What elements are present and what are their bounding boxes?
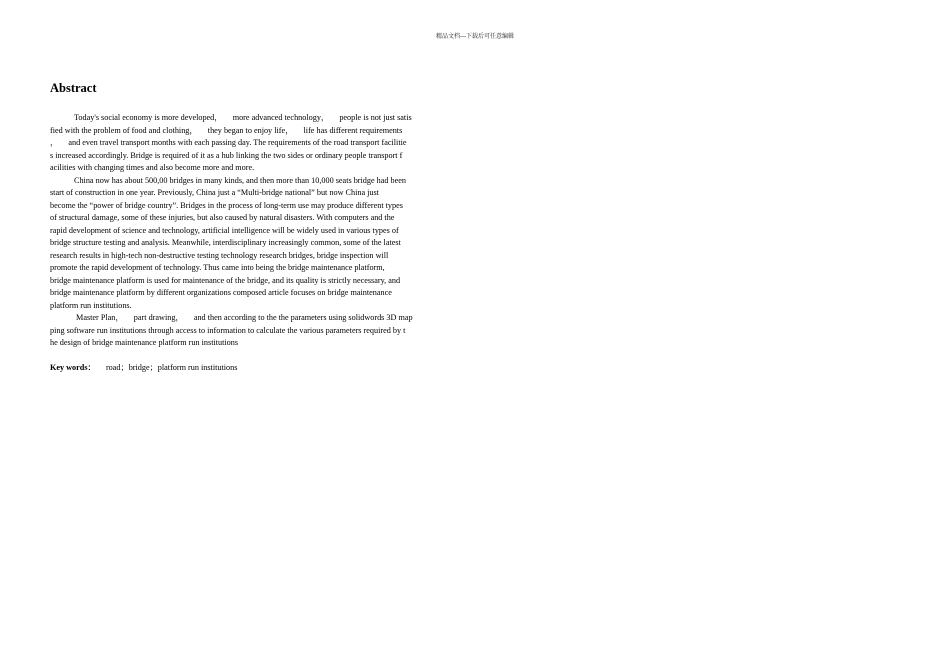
header-note: 精品文档---下载后可任意编辑 xyxy=(436,34,514,40)
body-line: acilities with changing times and also become more and more. xyxy=(50,163,255,172)
body-line: Master Plan， part drawing， and then according to the the parameters using solidwords 3D map xyxy=(74,313,413,322)
body-line: research results in high-tech non-destructive testing technology research bridges, bridge inspection will xyxy=(50,250,389,260)
body-line: he design of bridge maintenance platform run institutions xyxy=(50,338,239,347)
keywords-line xyxy=(50,362,237,374)
body-line: s increased accordingly. Bridge is required of it as a hub linking the two sides or ordinary people transport f xyxy=(50,150,403,160)
body-line: platform run institutions. xyxy=(50,300,132,310)
body-line: start of construction in one year. Previously, China just a “Multi-bridge national” but now China just xyxy=(50,188,379,197)
body-line: become the “power of bridge country”. Bridges in the process of long-term use may produce different types xyxy=(50,200,403,210)
body-line: rapid development of science and technology, artificial intelligence will be widely used in various types of xyxy=(50,225,399,235)
body-line: of structural damage, some of these injuries, but also caused by natural disasters. With computers and the xyxy=(50,213,395,222)
abstract-body xyxy=(50,112,468,350)
keywords-label: Key words： xyxy=(50,363,96,372)
keywords-value: road；bridge；platform run institutions xyxy=(105,363,238,372)
body-line: ping software run institutions through access to information to calculate the various parameters required by t xyxy=(50,325,406,335)
body-line: China now has about 500,00 bridges in many kinds, and then more than 10,000 seats bridge had been xyxy=(74,175,406,185)
body-line: bridge maintenance platform by different organizations composed article focuses on bridge maintenance xyxy=(50,288,392,297)
body-line: promote the rapid development of technology. Thus came into being the bridge maintenance platform, xyxy=(50,263,385,272)
body-line: bridge structure testing and analysis. Meanwhile, interdisciplinary increasingly common, some of the latest xyxy=(50,238,401,247)
body-line: bridge maintenance platform is used for maintenance of the bridge, and its quality is strictly necessary, and xyxy=(50,275,401,285)
body-line: ， and even travel transport months with each passing day. The requirements of the road transport facilitie xyxy=(50,138,407,147)
body-line: fied with the problem of food and clothing， they began to enjoy life， life has different requirements xyxy=(50,125,403,135)
body-line: Today's social economy is more developed， more advanced technology， people is not just satis xyxy=(74,113,412,122)
abstract-title: Abstract xyxy=(50,81,97,95)
